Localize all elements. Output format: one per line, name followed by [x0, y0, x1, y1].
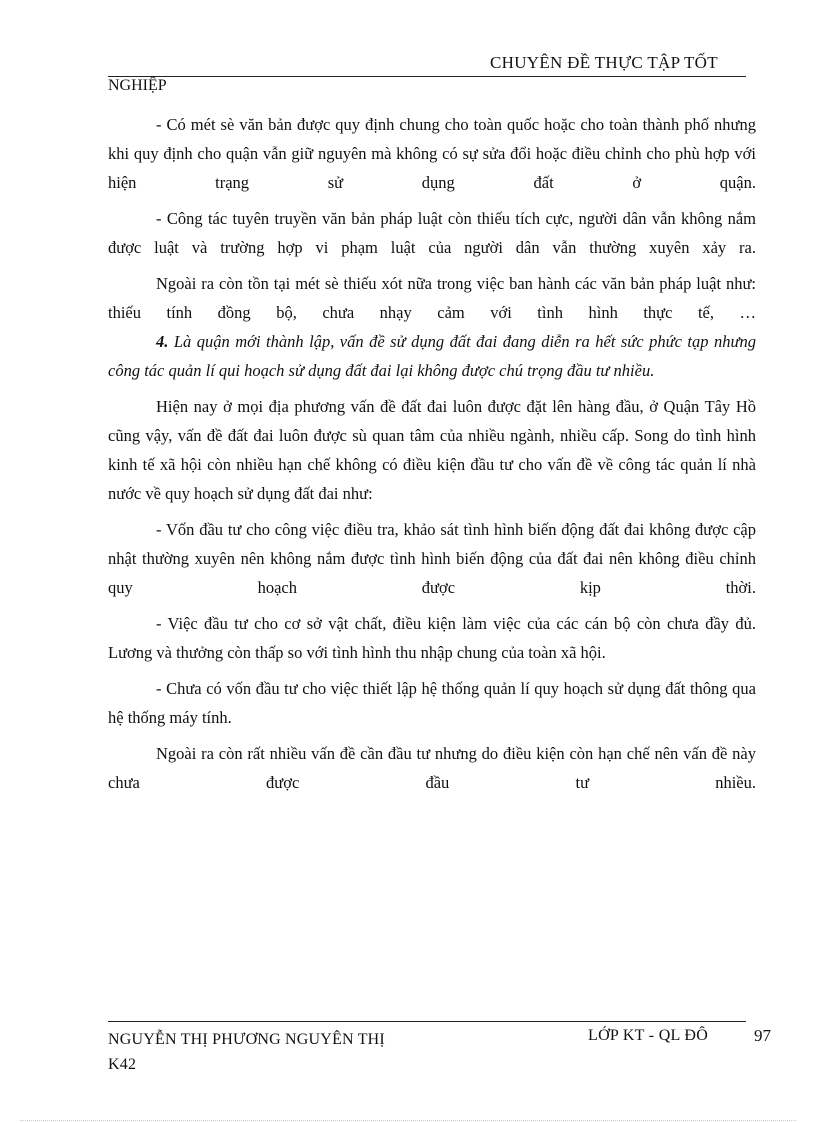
page-edge-divider: [20, 1120, 796, 1121]
section-heading-text: Là quận mới thành lập, vấn đề sử dụng đất đai đang diễn ra hết sức phức tạp nhưng công tác quản lí qui hoạch sử dụng đất đai lại không được chú trọng đầu tư nhiều.: [108, 332, 756, 380]
header-title-continued: NGHIỆP: [108, 77, 167, 94]
paragraph-9: Ngoài ra còn rất nhiều vấn đề cần đầu tư nhưng do điều kiện còn hạn chế nên vấn đề này chưa được đầu tư nhiều.: [108, 744, 756, 792]
paragraph-7: - Việc đầu tư cho cơ sở vật chất, điều kiện làm việc của các cán bộ còn chưa đầy đủ. Lương và thưởng còn thấp so với tình hình thu nhập chung của toàn xã hội.: [108, 614, 756, 662]
paragraph-8: - Chưa có vốn đầu tư cho việc thiết lập hệ thống quản lí quy hoạch sử dụng đất thông qua hệ thống máy tính.: [108, 679, 756, 727]
header-title: CHUYÊN ĐỀ THỰC TẬP TỐT: [490, 53, 718, 72]
footer-class: LỚP KT - QL ĐÔ: [588, 1027, 709, 1044]
page-number: 97: [754, 1026, 771, 1045]
paragraph-2: - Công tác tuyên truyền văn bản pháp luật còn thiếu tích cực, người dân vẫn không nắm được luật và trường hợp vi phạm luật của người dân vẫn thường xuyên xảy ra.: [108, 209, 756, 257]
header-divider: [108, 76, 746, 77]
body-text: [108, 110, 756, 797]
paragraph-1: - Có mét sè văn bản được quy định chung cho toàn quốc hoặc cho toàn thành phố nhưng khi quy định cho quận vẫn giữ nguyên mà không có sự sửa đổi hoặc điều chỉnh cho phù hợp với hiện trạng sử dụng đất ở quận.: [108, 115, 756, 192]
section-number: 4.: [156, 332, 169, 351]
footer-divider: [108, 1021, 746, 1022]
paragraph-5: Hiện nay ở mọi địa phương vấn đề đất đai luôn được đặt lên hàng đầu, ở Quận Tây Hồ cũng vậy, vấn đề đất đai luôn được sù quan tâm của nhiều ngành, nhiều cấp. Song do tình hình kinh tế xã hội còn nhiều hạn chế không có điều kiện đầu tư cho vấn đề về công tác quản lí nhà nước về quy hoạch sử dụng đất đai như:: [108, 397, 756, 503]
footer-author: NGUYỄN THỊ PHƯƠNG NGUYÊN THỊ K42: [108, 1031, 385, 1073]
section-heading-4: [108, 327, 756, 385]
paragraph-6: - Vốn đầu tư cho công việc điều tra, khảo sát tình hình biến động đất đai không được cập nhật thường xuyên nên không nắm được tình hình biến động của đất đai nên không điều chỉnh quy hoạch được kịp thời.: [108, 520, 756, 597]
paragraph-3: Ngoài ra còn tồn tại mét sè thiếu xót nữa trong việc ban hành các văn bản pháp luật như: thiếu tính đồng bộ, chưa nhạy cảm với tình hình thực tế, …: [108, 274, 756, 322]
